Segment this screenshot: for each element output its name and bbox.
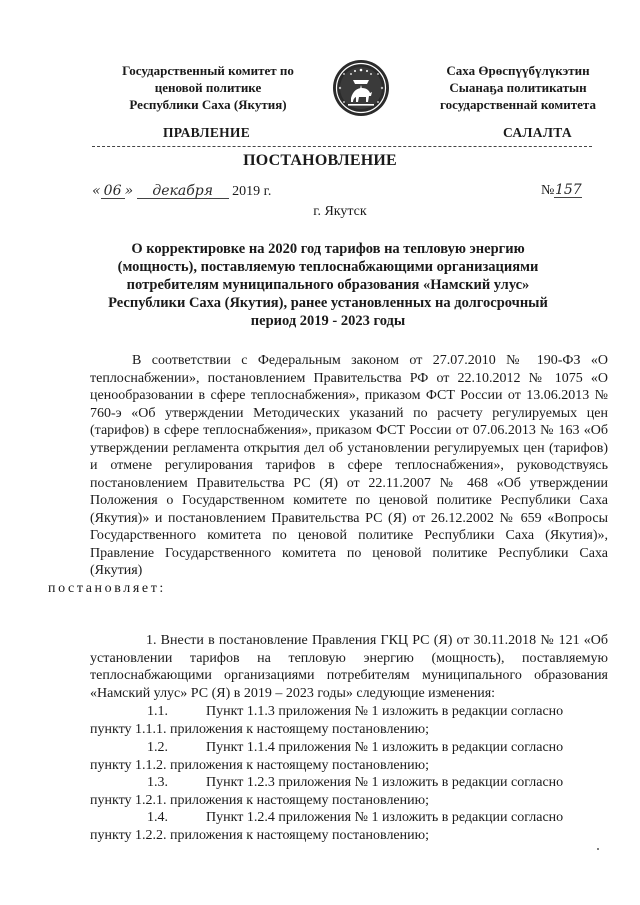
- issuer-line: ценовой политике: [154, 80, 262, 95]
- document-type-title: ПОСТАНОВЛЕНИЕ: [243, 152, 397, 169]
- issuer-line: Саха Өрөспүүбүлүкэтин: [446, 63, 590, 78]
- document-subject: [108, 240, 548, 330]
- issuer-line: Сыанаҕа политикатын: [449, 80, 587, 95]
- subclause-number: 1.3.: [147, 775, 168, 790]
- clause-1: 1. Внести в постановление Правления ГКЦ РС (Я) от 30.11.2018 № 121 «Об установлении тарифов на тепловую энергию (мощность), поставляемую теплоснабжающими организациями потребителям муниципального образования «Намский улус» РС (Я) в 2019 – 2023 годы» следующие изменения:: [90, 633, 608, 701]
- date-day: 06: [101, 184, 125, 199]
- subclause-text: Пункт 1.1.4 приложения № 1 изложить в редакции согласно: [206, 740, 564, 755]
- preamble-paragraph: [48, 352, 608, 597]
- number-prefix: №: [541, 183, 555, 198]
- issuer-line: Государственный комитет по: [122, 63, 294, 78]
- coat-of-arms-icon: [331, 58, 391, 118]
- subclause-number: 1.4.: [147, 810, 168, 825]
- department-sah: САЛАЛТА: [503, 125, 572, 140]
- department-ru: ПРАВЛЕНИЕ: [163, 125, 251, 140]
- subclause-text: Пункт 1.2.3 приложения № 1 изложить в редакции согласно: [206, 775, 564, 790]
- subject-line: период 2019 - 2023 годы: [250, 313, 406, 329]
- subclause-1-4: [90, 809, 608, 844]
- header-divider: [92, 146, 592, 147]
- date-close-quote: »: [124, 183, 134, 199]
- issuer-name-ru: [108, 62, 308, 113]
- resolves-word: постановляет:: [48, 580, 166, 596]
- subclause-text: Пункт 1.2.4 приложения № 1 изложить в редакции согласно: [206, 810, 564, 825]
- issuer-name-sah: [418, 62, 618, 113]
- subclause-text-continued: пункту 1.1.1. приложения к настоящему постановлению;: [90, 721, 429, 737]
- subclause-number: 1.2.: [147, 740, 168, 755]
- subject-line: О корректировке на 2020 год тарифов на тепловую энергию: [131, 241, 525, 257]
- document-date: [92, 183, 271, 200]
- subject-line: потребителям муниципального образования «Намский улус»: [126, 277, 530, 293]
- subclause-1-1: [90, 703, 608, 738]
- document-city: г. Якутск: [313, 204, 367, 219]
- date-month: декабря: [137, 184, 229, 199]
- number-value: 157: [554, 182, 582, 198]
- subclause-1-3: [90, 774, 608, 809]
- scan-speck: [597, 848, 599, 850]
- subclause-text: Пункт 1.1.3 приложения № 1 изложить в редакции согласно: [206, 704, 564, 719]
- subclause-1-2: [90, 739, 608, 774]
- date-open-quote: «: [92, 183, 101, 199]
- date-year: 2019 г.: [232, 184, 272, 199]
- subject-line: Республики Саха (Якутия), ранее установленных на долгосрочный: [108, 295, 548, 311]
- subclause-text-continued: пункту 1.1.2. приложения к настоящему постановлению;: [90, 757, 429, 773]
- issuer-line: Республики Саха (Якутия): [129, 97, 287, 112]
- preamble-text: В соответствии с Федеральным законом от 27.07.2010 № 190-ФЗ «О теплоснабжении», постановлением Правительства РФ от 22.10.2012 № 1075 «О ценообразовании в сфере теплоснабжения», приказом ФСТ России от 13.06.2013 № 760-э «Об утверждении Методических указаний по расчету регулируемых цен (тарифов) в сфере теплоснабжения», приказом ФСТ России от 07.06.2013 № 163 «Об утверждении регламента открытия дел об установлении регулируемых цен (тарифов) и отмене регулирования тарифов в сфере теплоснабжения», руководствуясь постановлением Правительства РС (Я) от 22.11.2007 № 468 «Об утверждении Положения о Государственном комитете по ценовой политике Республики Саха (Якутия)» и постановлением Правительства РС (Я) от 26.12.2002 № 659 «Вопросы Государственного комитета по ценовой политике Республики Саха (Якутия)», Правление Государственного комитета по ценовой политике Республики Саха (Якутия): [90, 353, 608, 578]
- subclause-text-continued: пункту 1.2.2. приложения к настоящему постановлению;: [90, 827, 429, 843]
- subject-line: (мощность), поставляемую теплоснабжающими организациями: [117, 259, 539, 275]
- subclause-number: 1.1.: [147, 704, 168, 719]
- subclause-text-continued: пункту 1.2.1. приложения к настоящему постановлению;: [90, 792, 429, 808]
- issuer-line: государственнай комитета: [440, 97, 596, 112]
- document-number: [541, 183, 582, 199]
